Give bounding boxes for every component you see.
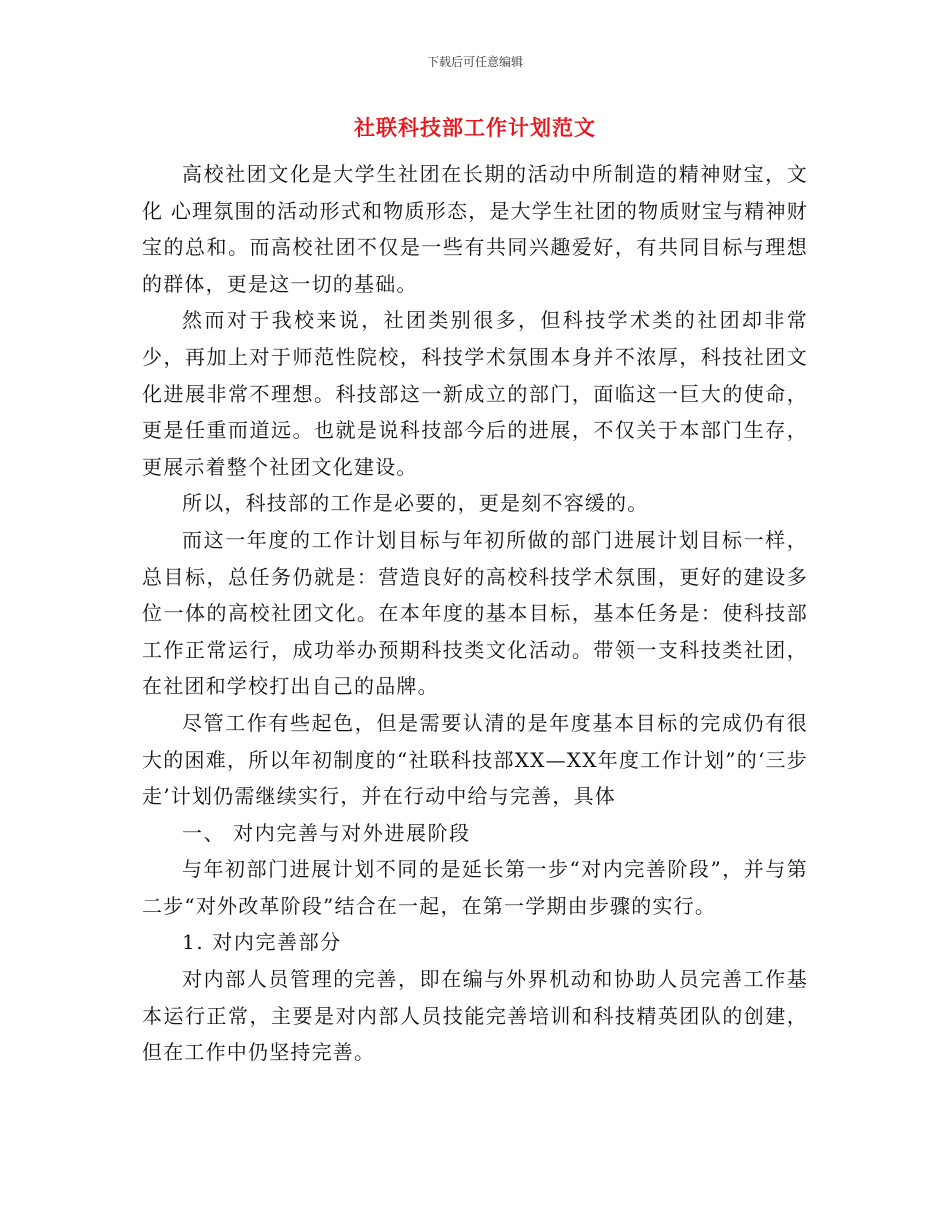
paragraph-2: 然而对于我校来说，社团类别很多，但科技学术类的社团却非常少，再加上对于师范性院校，科技学术氛围本身并不浓厚，科技社团文化进展非常不理想。科技部这一新成立的部门，面临这一巨大的使命，更是任重而道远。也就是说科技部今后的进展，不仅关于本部门生存，更展示着整个社团文化建设。 — [142, 308, 808, 479]
paragraph-5: 尽管工作有些起色，但是需要认清的是年度基本目标的完成仍有很大的困难，所以年初制度的“社联科技部XX—XX年度工作计划”的‘三步走’计划仍需继续实行，并在行动中给与完善，具体 — [142, 710, 808, 809]
header-note: 下载后可任意编辑 — [426, 55, 523, 69]
paragraph-6: 与年初部门进展计划不同的是延长第一步“对内完善阶段”，并与第二步“对外改革阶段”结合在一起，在第一学期由步骤的实行。 — [142, 857, 808, 918]
document-body — [142, 156, 808, 1071]
document-title: 社联科技部工作计划范文 — [354, 115, 596, 140]
paragraph-4: 而这一年度的工作计划目标与年初所做的部门进展计划目标一样，总目标，总任务仍就是：营造良好的高校科技学术氛围，更好的建设多位一体的高校社团文化。在本年度的基本目标，基本任务是：使科技部工作正常运行，成功举办预期科技类文化活动。带领一支科技类社团，在社团和学校打出自己的品牌。 — [142, 527, 808, 699]
paragraph-1: 高校社团文化是大学生社团在长期的活动中所制造的精神财宝，文化 心理氛围的活动形式和物质形态，是大学生社团的物质财宝与精神财宝的总和。而高校社团不仅是一些有共同兴趣爱好，有共同目标与理想的群体，更是这一切的基础。 — [142, 162, 808, 296]
subsection-heading-1: 1. 对内完善部分 — [182, 930, 342, 955]
paragraph-3: 所以，科技部的工作是必要的，更是刻不容缓的。 — [182, 491, 649, 516]
section-heading-1: 一、 对内完善与对外进展阶段 — [182, 820, 471, 845]
paragraph-7: 对内部人员管理的完善，即在编与外界机动和协助人员完善工作基本运行正常，主要是对内部人员技能完善培训和科技精英团队的创建，但在工作中仍坚持完善。 — [142, 967, 808, 1065]
